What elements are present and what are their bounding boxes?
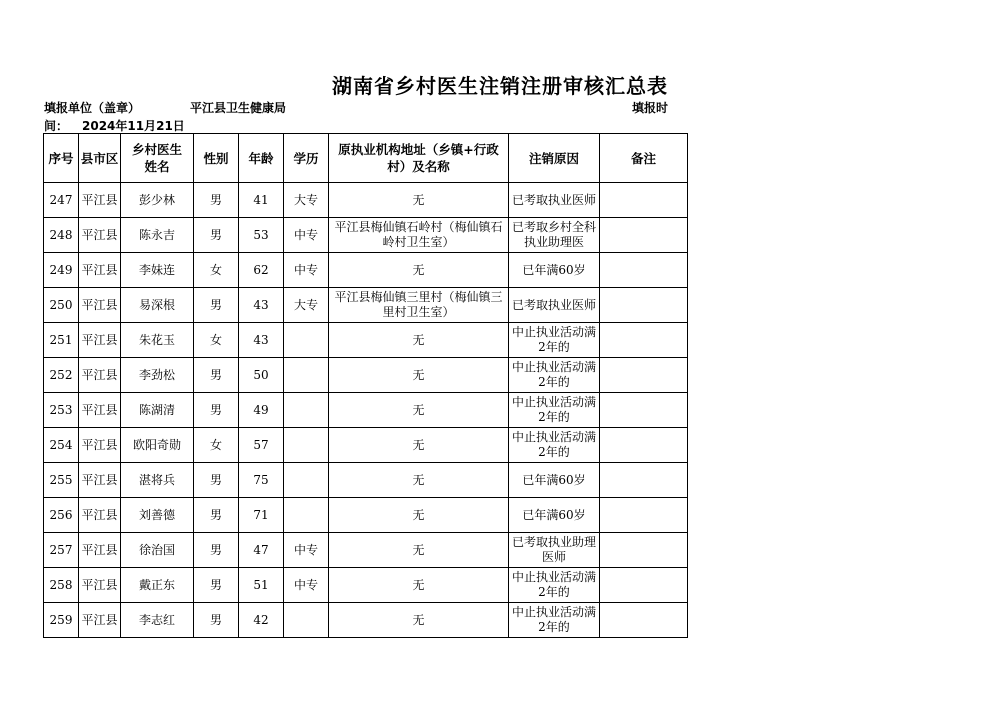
cell-note: [600, 568, 688, 603]
cell-no: 255: [44, 463, 79, 498]
cell-no: 250: [44, 288, 79, 323]
cell-note: [600, 603, 688, 638]
cell-addr: 无: [329, 603, 509, 638]
cell-county: 平江县: [79, 568, 121, 603]
cell-age: 71: [239, 498, 284, 533]
cell-addr: 无: [329, 498, 509, 533]
table-row: [44, 498, 688, 533]
cell-gender: 男: [194, 568, 239, 603]
cell-edu: 中专: [284, 568, 329, 603]
cell-no: 256: [44, 498, 79, 533]
cell-reason: 已考取执业医师: [509, 183, 600, 218]
table-row: [44, 358, 688, 393]
cell-gender: 男: [194, 183, 239, 218]
table-row: [44, 288, 688, 323]
cell-addr: 无: [329, 323, 509, 358]
cell-note: [600, 253, 688, 288]
cell-county: 平江县: [79, 603, 121, 638]
cell-note: [600, 288, 688, 323]
header-county: 县市区: [79, 134, 121, 183]
cell-no: 249: [44, 253, 79, 288]
cell-gender: 女: [194, 253, 239, 288]
cell-reason: 已考取执业医师: [509, 288, 600, 323]
cell-reason: 中止执业活动满2年的: [509, 603, 600, 638]
cell-reason: 已年满60岁: [509, 463, 600, 498]
summary-table: [43, 133, 688, 638]
cell-no: 258: [44, 568, 79, 603]
cell-note: [600, 323, 688, 358]
cell-addr: 无: [329, 533, 509, 568]
cell-no: 253: [44, 393, 79, 428]
table-row: [44, 463, 688, 498]
cell-gender: 男: [194, 603, 239, 638]
cell-age: 43: [239, 323, 284, 358]
cell-gender: 男: [194, 498, 239, 533]
cell-edu: 大专: [284, 183, 329, 218]
cell-county: 平江县: [79, 323, 121, 358]
table-row: [44, 253, 688, 288]
table-row: [44, 568, 688, 603]
cell-name: 李妹连: [121, 253, 194, 288]
cell-no: 247: [44, 183, 79, 218]
cell-addr: 无: [329, 568, 509, 603]
header-row: [44, 134, 688, 183]
cell-addr: 无: [329, 463, 509, 498]
header-no: 序号: [44, 134, 79, 183]
cell-addr: 平江县梅仙镇三里村（梅仙镇三里村卫生室）: [329, 288, 509, 323]
cell-gender: 女: [194, 323, 239, 358]
cell-edu: [284, 603, 329, 638]
cell-age: 75: [239, 463, 284, 498]
table-row: [44, 323, 688, 358]
table-row: [44, 603, 688, 638]
cell-addr: 无: [329, 253, 509, 288]
unit-value: 平江县卫生健康局: [190, 101, 287, 115]
cell-no: 259: [44, 603, 79, 638]
cell-note: [600, 218, 688, 253]
cell-name: 刘善德: [121, 498, 194, 533]
cell-gender: 男: [194, 218, 239, 253]
cell-edu: [284, 393, 329, 428]
cell-edu: 中专: [284, 533, 329, 568]
cell-no: 254: [44, 428, 79, 463]
cell-note: [600, 393, 688, 428]
cell-county: 平江县: [79, 253, 121, 288]
cell-age: 57: [239, 428, 284, 463]
cell-county: 平江县: [79, 533, 121, 568]
table-row: [44, 428, 688, 463]
cell-age: 41: [239, 183, 284, 218]
cell-name: 彭少林: [121, 183, 194, 218]
cell-edu: 中专: [284, 253, 329, 288]
cell-name: 易深根: [121, 288, 194, 323]
cell-reason: 中止执业活动满2年的: [509, 358, 600, 393]
cell-county: 平江县: [79, 358, 121, 393]
cell-name: 戴正东: [121, 568, 194, 603]
cell-age: 42: [239, 603, 284, 638]
cell-reason: 已考取乡村全科执业助理医: [509, 218, 600, 253]
cell-no: 257: [44, 533, 79, 568]
cell-county: 平江县: [79, 428, 121, 463]
table-row: [44, 218, 688, 253]
cell-addr: 无: [329, 358, 509, 393]
cell-gender: 女: [194, 428, 239, 463]
cell-age: 43: [239, 288, 284, 323]
cell-reason: 中止执业活动满2年的: [509, 393, 600, 428]
cell-addr: 平江县梅仙镇石岭村（梅仙镇石岭村卫生室）: [329, 218, 509, 253]
cell-reason: 中止执业活动满2年的: [509, 323, 600, 358]
cell-name: 徐治国: [121, 533, 194, 568]
header-edu: 学历: [284, 134, 329, 183]
cell-name: 李劲松: [121, 358, 194, 393]
cell-county: 平江县: [79, 498, 121, 533]
cell-reason: 已考取执业助理医师: [509, 533, 600, 568]
cell-name: 朱花玉: [121, 323, 194, 358]
cell-edu: [284, 428, 329, 463]
cell-age: 53: [239, 218, 284, 253]
cell-note: [600, 533, 688, 568]
cell-age: 50: [239, 358, 284, 393]
cell-note: [600, 358, 688, 393]
cell-gender: 男: [194, 288, 239, 323]
cell-edu: [284, 463, 329, 498]
cell-gender: 男: [194, 463, 239, 498]
cell-county: 平江县: [79, 218, 121, 253]
cell-age: 62: [239, 253, 284, 288]
cell-no: 252: [44, 358, 79, 393]
cell-name: 陈湖清: [121, 393, 194, 428]
cell-name: 陈永吉: [121, 218, 194, 253]
cell-name: 李志红: [121, 603, 194, 638]
header-gender: 性别: [194, 134, 239, 183]
header-addr: 原执业机构地址（乡镇+行政村）及名称: [329, 134, 509, 183]
cell-addr: 无: [329, 428, 509, 463]
cell-addr: 无: [329, 183, 509, 218]
cell-gender: 男: [194, 393, 239, 428]
cell-county: 平江县: [79, 288, 121, 323]
time-label-part2: 间：: [44, 119, 69, 133]
cell-reason: 已年满60岁: [509, 253, 600, 288]
cell-gender: 男: [194, 533, 239, 568]
cell-age: 47: [239, 533, 284, 568]
cell-age: 51: [239, 568, 284, 603]
cell-county: 平江县: [79, 393, 121, 428]
cell-county: 平江县: [79, 183, 121, 218]
cell-name: 湛将兵: [121, 463, 194, 498]
header-age: 年龄: [239, 134, 284, 183]
cell-edu: 大专: [284, 288, 329, 323]
unit-label: 填报单位（盖章）: [44, 101, 141, 115]
cell-note: [600, 498, 688, 533]
cell-addr: 无: [329, 393, 509, 428]
table-row: [44, 393, 688, 428]
cell-name: 欧阳奇勋: [121, 428, 194, 463]
header-reason: 注销原因: [509, 134, 600, 183]
cell-edu: [284, 323, 329, 358]
time-value: 2024年11月21日: [82, 119, 185, 133]
time-label-part1: 填报时: [632, 101, 669, 115]
table-row: [44, 183, 688, 218]
cell-note: [600, 183, 688, 218]
cell-note: [600, 428, 688, 463]
page-title: 湖南省乡村医生注销注册审核汇总表: [332, 74, 668, 98]
cell-no: 251: [44, 323, 79, 358]
cell-edu: [284, 358, 329, 393]
header-name: 乡村医生姓名: [121, 134, 194, 183]
cell-edu: 中专: [284, 218, 329, 253]
cell-county: 平江县: [79, 463, 121, 498]
cell-edu: [284, 498, 329, 533]
cell-age: 49: [239, 393, 284, 428]
cell-reason: 中止执业活动满2年的: [509, 428, 600, 463]
cell-note: [600, 463, 688, 498]
cell-reason: 已年满60岁: [509, 498, 600, 533]
cell-gender: 男: [194, 358, 239, 393]
cell-no: 248: [44, 218, 79, 253]
header-note: 备注: [600, 134, 688, 183]
table-row: [44, 533, 688, 568]
cell-reason: 中止执业活动满2年的: [509, 568, 600, 603]
